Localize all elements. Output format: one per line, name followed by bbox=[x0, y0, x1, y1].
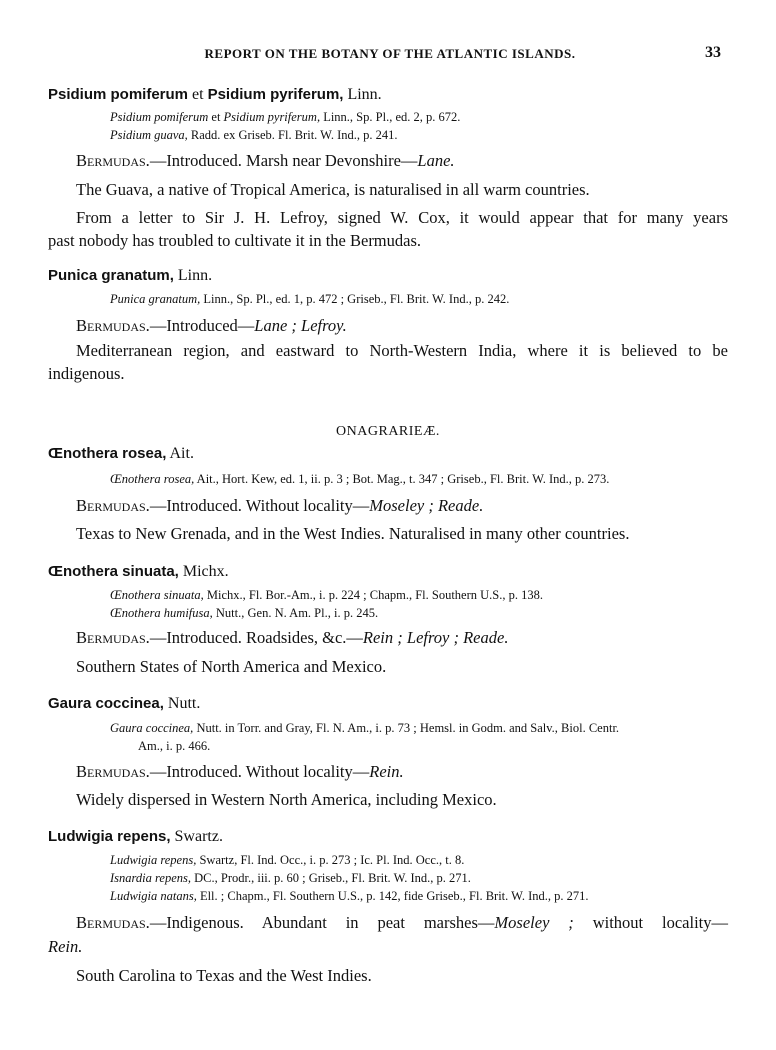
bermuda-record: Bermudas.—Introduced. Roadsides, &c.—Rein ; Lefroy ; Reade. bbox=[76, 628, 509, 647]
species-name: Psidium pomiferum et Psidium pyriferum, Linn. bbox=[48, 86, 382, 103]
bermuda-record: Bermudas.—Introduced. Without locality—Moseley ; Reade. bbox=[76, 496, 484, 515]
synonym-line: Isnardia repens, DC., Prodr., iii. p. 60 ; Griseb., Fl. Brit. W. Ind., p. 271. bbox=[110, 871, 471, 885]
note-line: Texas to New Grenada, and in the West Indies. Naturalised in many other countries. bbox=[76, 524, 630, 543]
note-line: From a letter to Sir J. H. Lefroy, signed W. Cox, it would appear that for many years bbox=[76, 208, 728, 227]
species-name: Gaura coccinea, Nutt. bbox=[48, 695, 201, 712]
bermuda-record-cont: Rein. bbox=[48, 937, 83, 956]
synonym-line: Am., i. p. 466. bbox=[138, 739, 211, 753]
synonym-line: Ludwigia natans, Ell. ; Chapm., Fl. Southern U.S., p. 142, fide Griseb., Fl. Brit. W. Ind., p. 271. bbox=[110, 889, 589, 903]
note-line: past nobody has troubled to cultivate it in the Bermudas. bbox=[48, 231, 422, 250]
page-number: 33 bbox=[705, 44, 721, 61]
synonym-line: Gaura coccinea, Nutt. in Torr. and Gray, Fl. N. Am., i. p. 73 ; Hemsl. in Godm. and Salv., Biol. Centr. bbox=[110, 721, 620, 735]
note-line: Widely dispersed in Western North America, including Mexico. bbox=[76, 790, 497, 809]
species-name: Œnothera rosea, Ait. bbox=[48, 445, 194, 462]
species-name: Œnothera sinuata, Michx. bbox=[48, 563, 229, 580]
bermuda-record: Bermudas.—Introduced. Marsh near Devonshire—Lane. bbox=[76, 151, 455, 170]
species-name: Ludwigia repens, Swartz. bbox=[48, 828, 223, 845]
synonym-line: Psidium pomiferum et Psidium pyriferum, Linn., Sp. Pl., ed. 2, p. 672. bbox=[110, 110, 461, 124]
synonym-line: Psidium guava, Radd. ex Griseb. Fl. Brit. W. Ind., p. 241. bbox=[110, 128, 398, 142]
bermuda-record: Bermudas.—Introduced—Lane ; Lefroy. bbox=[76, 316, 347, 335]
synonym-line: Œnothera humifusa, Nutt., Gen. N. Am. Pl., i. p. 245. bbox=[110, 606, 379, 620]
bermuda-record: Bermudas.—Introduced. Without locality—Rein. bbox=[76, 762, 404, 781]
note-line: indigenous. bbox=[48, 364, 125, 383]
synonym-line: Œnothera sinuata, Michx., Fl. Bor.-Am., i. p. 224 ; Chapm., Fl. Southern U.S., p. 138. bbox=[110, 588, 544, 602]
note-line: Southern States of North America and Mexico. bbox=[76, 657, 387, 676]
family-heading: ONAGRARIEÆ. bbox=[336, 424, 440, 439]
synonym-line: Œnothera rosea, Ait., Hort. Kew, ed. 1, ii. p. 3 ; Bot. Mag., t. 347 ; Griseb., Fl. Brit. W. Ind., p. 273. bbox=[110, 472, 610, 486]
synonym-line: Punica granatum, Linn., Sp. Pl., ed. 1, p. 472 ; Griseb., Fl. Brit. W. Ind., p. 242. bbox=[110, 292, 510, 306]
note-line: Mediterranean region, and eastward to North-Western India, where it is believed to be bbox=[76, 341, 728, 360]
synonym-line: Ludwigia repens, Swartz, Fl. Ind. Occ., i. p. 273 ; Ic. Pl. Ind. Occ., t. 8. bbox=[110, 853, 465, 867]
bermuda-record: Bermudas.—Indigenous. Abundant in peat marshes—Moseley ; without locality— bbox=[76, 913, 729, 932]
note-line: South Carolina to Texas and the West Indies. bbox=[76, 966, 372, 985]
running-title: REPORT ON THE BOTANY OF THE ATLANTIC ISLANDS. bbox=[204, 46, 576, 61]
note-line: The Guava, a native of Tropical America, is naturalised in all warm countries. bbox=[76, 180, 590, 199]
species-name: Punica granatum, Linn. bbox=[48, 267, 213, 284]
